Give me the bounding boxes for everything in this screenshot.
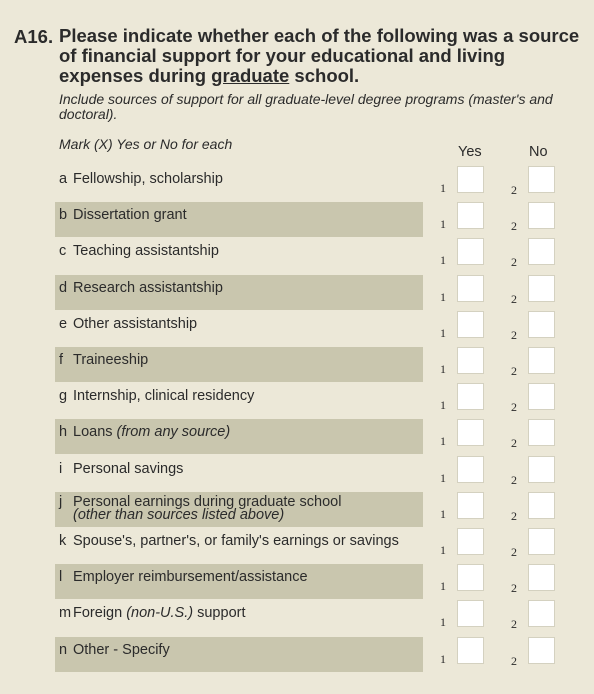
- no-code: 2: [511, 219, 517, 233]
- item-letter: i: [59, 461, 63, 477]
- yes-checkbox-j[interactable]: [457, 492, 484, 519]
- yes-checkbox-g[interactable]: [457, 383, 484, 410]
- item-label: [59, 281, 223, 296]
- yes-code: 1: [440, 615, 446, 629]
- no-checkbox-e[interactable]: [528, 311, 555, 338]
- yes-code: 1: [440, 579, 446, 593]
- item-label: [59, 317, 197, 332]
- item-letter: f: [59, 352, 64, 368]
- no-checkbox-a[interactable]: [528, 166, 555, 193]
- no-code: 2: [511, 400, 517, 414]
- no-code: 2: [511, 545, 517, 559]
- mark-instruction: Mark (X) Yes or No for each: [59, 136, 233, 152]
- question-row-a: [55, 166, 423, 201]
- yes-code: 1: [440, 290, 446, 304]
- yes-code: 1: [440, 326, 446, 340]
- item-text: Internship, clinical residency: [73, 388, 255, 404]
- yes-checkbox-d[interactable]: [457, 275, 484, 302]
- question-row-n: [55, 637, 423, 672]
- yes-checkbox-n[interactable]: [457, 637, 484, 664]
- question-row-f: [55, 347, 423, 382]
- question-row-j: [55, 492, 423, 527]
- question-number: A16.: [14, 26, 54, 47]
- yes-checkbox-e[interactable]: [457, 311, 484, 338]
- column-header-no: No: [529, 144, 548, 160]
- yes-checkbox-l[interactable]: [457, 564, 484, 591]
- yes-code: 1: [440, 181, 446, 195]
- question-row-d: [55, 275, 423, 310]
- item-letter: n: [59, 642, 68, 658]
- item-label: [59, 570, 308, 585]
- no-checkbox-n[interactable]: [528, 637, 555, 664]
- underlined-word: graduate: [211, 65, 290, 86]
- item-text: Employer reimbursement/assistance: [73, 569, 308, 585]
- no-code: 2: [511, 617, 517, 631]
- yes-code: 1: [440, 362, 446, 376]
- question-row-e: [55, 311, 423, 346]
- no-code: 2: [511, 581, 517, 595]
- no-checkbox-l[interactable]: [528, 564, 555, 591]
- item-label: [59, 534, 399, 549]
- no-checkbox-f[interactable]: [528, 347, 555, 374]
- item-label: [59, 244, 219, 259]
- item-text: Research assistantship: [73, 280, 223, 296]
- item-letter: l: [59, 569, 63, 585]
- item-letter: g: [59, 388, 68, 404]
- question-row-g: [55, 383, 423, 418]
- item-note: (other than sources listed above): [73, 507, 285, 523]
- yes-code: 1: [440, 543, 446, 557]
- item-label: [59, 208, 187, 223]
- no-checkbox-i[interactable]: [528, 456, 555, 483]
- column-header-yes: Yes: [458, 144, 482, 160]
- item-text: Personal savings: [73, 461, 184, 477]
- question-row-k: [55, 528, 423, 563]
- item-text: Personal earnings during graduate school: [73, 494, 342, 510]
- no-code: 2: [511, 436, 517, 450]
- yes-code: 1: [440, 253, 446, 267]
- item-text: Traineeship: [73, 352, 149, 368]
- no-checkbox-k[interactable]: [528, 528, 555, 555]
- item-letter: b: [59, 207, 68, 223]
- item-text: Loans: [73, 424, 117, 440]
- item-label: [59, 172, 223, 187]
- item-note: (from any source): [116, 424, 231, 440]
- item-label: [59, 389, 254, 404]
- item-letter: d: [59, 280, 68, 296]
- instruction-text: Include sources of support for all graduate-level degree programs (master's and doctoral).: [59, 91, 553, 122]
- item-label: [59, 496, 341, 522]
- item-letter: k: [59, 533, 67, 549]
- no-code: 2: [511, 509, 517, 523]
- yes-checkbox-h[interactable]: [457, 419, 484, 446]
- item-note: (non-U.S.): [126, 605, 194, 621]
- item-label: [59, 643, 170, 658]
- question-row-c: [55, 238, 423, 273]
- no-code: 2: [511, 292, 517, 306]
- no-code: 2: [511, 364, 517, 378]
- item-text: Foreign: [73, 605, 127, 621]
- question-row-m: [55, 600, 423, 635]
- yes-checkbox-k[interactable]: [457, 528, 484, 555]
- question-row-l: [55, 564, 423, 599]
- item-letter: m: [59, 605, 72, 621]
- no-checkbox-d[interactable]: [528, 275, 555, 302]
- no-code: 2: [511, 473, 517, 487]
- item-label: [59, 606, 246, 621]
- question-row-i: [55, 456, 423, 491]
- no-checkbox-j[interactable]: [528, 492, 555, 519]
- question-row-b: [55, 202, 423, 237]
- no-code: 2: [511, 183, 517, 197]
- item-text: Spouse's, partner's, or family's earnings or savings: [73, 533, 399, 549]
- yes-checkbox-c[interactable]: [457, 238, 484, 265]
- item-text: Fellowship, scholarship: [73, 171, 223, 187]
- item-label: [59, 425, 230, 440]
- item-label: [59, 353, 148, 368]
- yes-code: 1: [440, 507, 446, 521]
- question-text: Please indicate whether each of the following was a source of financial support for your educational and living expenses during graduate school.: [59, 25, 580, 86]
- item-letter: a: [59, 171, 68, 187]
- no-code: 2: [511, 654, 517, 668]
- item-text: Other assistantship: [73, 316, 198, 332]
- yes-code: 1: [440, 398, 446, 412]
- yes-code: 1: [440, 652, 446, 666]
- yes-checkbox-i[interactable]: [457, 456, 484, 483]
- item-letter: e: [59, 316, 68, 332]
- yes-checkbox-f[interactable]: [457, 347, 484, 374]
- no-code: 2: [511, 255, 517, 269]
- item-text: Teaching assistantship: [73, 243, 219, 259]
- yes-code: 1: [440, 217, 446, 231]
- item-letter: h: [59, 424, 68, 440]
- yes-checkbox-m[interactable]: [457, 600, 484, 627]
- yes-checkbox-b[interactable]: [457, 202, 484, 229]
- no-checkbox-g[interactable]: [528, 383, 555, 410]
- no-checkbox-c[interactable]: [528, 238, 555, 265]
- question-row-h: [55, 419, 423, 454]
- no-checkbox-b[interactable]: [528, 202, 555, 229]
- item-text: Other - Specify: [73, 642, 170, 658]
- yes-code: 1: [440, 434, 446, 448]
- item-letter: j: [59, 494, 63, 510]
- no-checkbox-h[interactable]: [528, 419, 555, 446]
- item-label: [59, 462, 183, 477]
- no-checkbox-m[interactable]: [528, 600, 555, 627]
- item-text: Dissertation grant: [73, 207, 187, 223]
- yes-code: 1: [440, 471, 446, 485]
- yes-checkbox-a[interactable]: [457, 166, 484, 193]
- no-code: 2: [511, 328, 517, 342]
- item-letter: c: [59, 243, 67, 259]
- item-suffix: support: [193, 605, 246, 621]
